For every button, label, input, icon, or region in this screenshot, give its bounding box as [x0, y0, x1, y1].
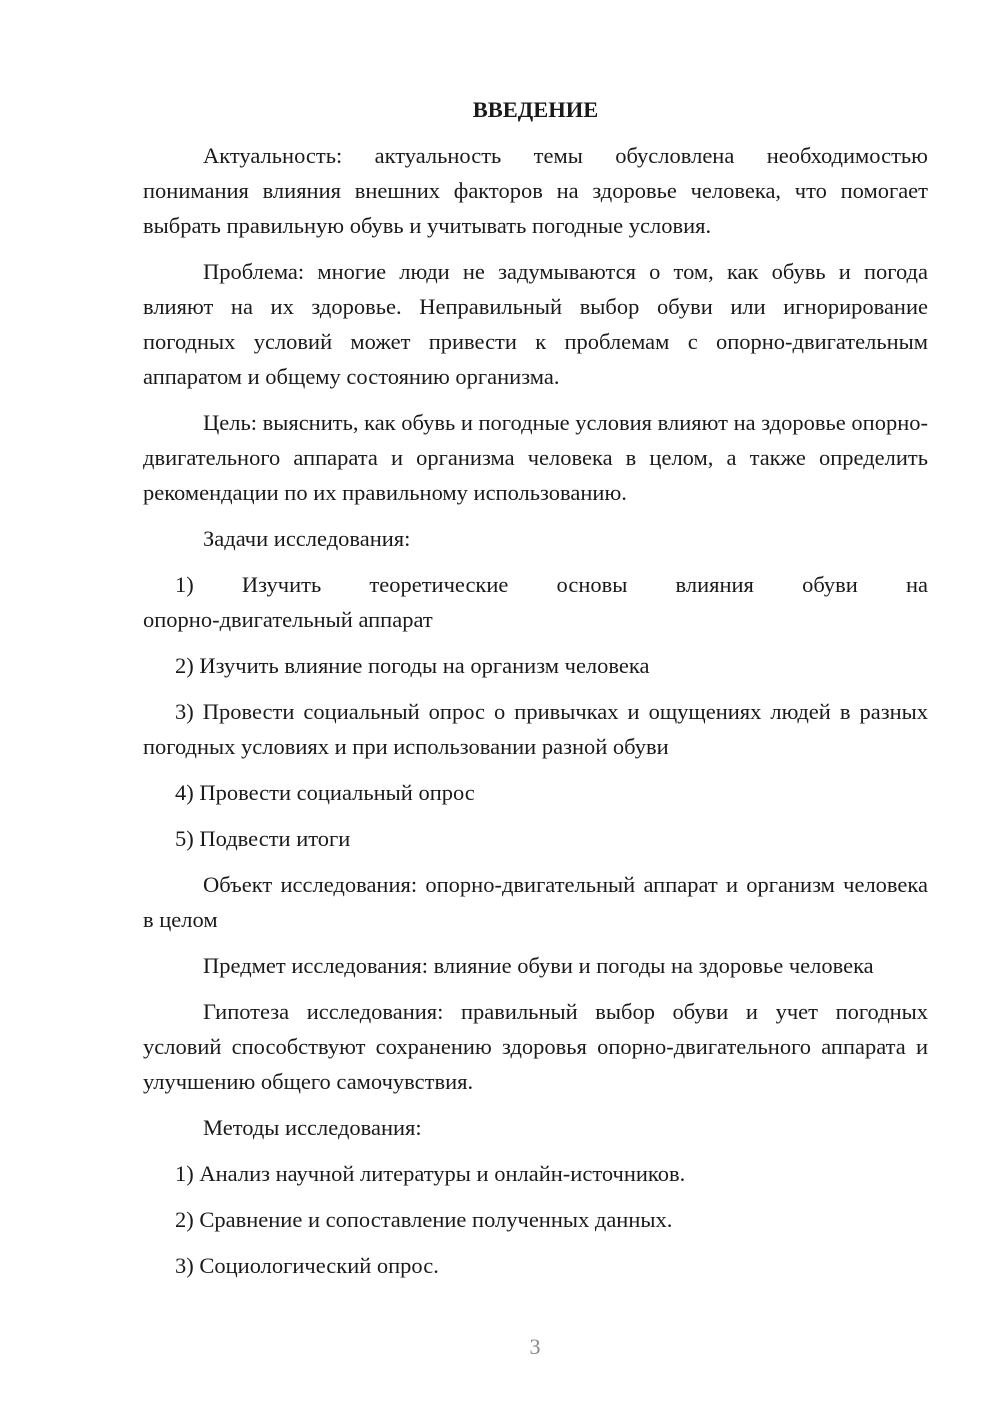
task-1-second-line: опорно-двигательный аппарат [143, 607, 433, 632]
page-number: 3 [529, 1334, 541, 1359]
task-5: 5) Подвести итоги [175, 826, 351, 851]
task-2: 2) Изучить влияние погоды на организм человека [175, 653, 650, 678]
hypothesis-paragraph: Гипотеза исследования: правильный выбор обуви и учет погодных условий способствуют сохранению здоровья опорно-двигательного аппарата и улучшению общего самочувствия. [143, 999, 928, 1094]
task-1 [143, 567, 928, 637]
task-1-word: влияния [675, 572, 754, 597]
object-paragraph: Объект исследования: опорно-двигательный аппарат и организм человека в целом [143, 872, 928, 932]
task-1-word: 1) [175, 572, 194, 597]
task-1-first-line [143, 567, 928, 602]
relevance-paragraph: Актуальность: актуальность темы обусловлена необходимостью понимания влияния внешних факторов на здоровье человека, что помогает выбрать правильную обувь и учитывать погодные условия. [143, 143, 928, 238]
document-page [143, 92, 928, 1294]
problem-paragraph: Проблема: многие люди не задумываются о том, как обувь и погода влияют на их здоровье. Неправильный выбор обуви или игнорирование погодных условий может привести к проблемам с опорно-двигательным аппаратом и общему состоянию организма. [143, 259, 928, 389]
methods-title: Методы исследования: [203, 1115, 422, 1140]
task-1-word: обуви [802, 572, 858, 597]
method-3: 3) Социологический опрос. [175, 1253, 439, 1278]
task-1-word: Изучить [241, 572, 322, 597]
subject-paragraph: Предмет исследования: влияние обуви и погоды на здоровье человека [203, 953, 874, 978]
task-1-word: на [905, 572, 928, 597]
task-1-word: теоретические [369, 572, 509, 597]
method-2: 2) Сравнение и сопоставление полученных данных. [175, 1207, 673, 1232]
task-3: 3) Провести социальный опрос о привычках и ощущениях людей в разных погодных условиях и при использовании разной обуви [143, 699, 928, 759]
task-4: 4) Провести социальный опрос [175, 780, 475, 805]
task-1-word: основы [556, 572, 628, 597]
method-1: 1) Анализ научной литературы и онлайн-источников. [175, 1161, 686, 1186]
page-title: ВВЕДЕНИЕ [472, 97, 599, 122]
goal-paragraph: Цель: выяснить, как обувь и погодные условия влияют на здоровье опорно-двигательного аппарата и организма человека в целом, а также определить рекомендации по их правильному использованию. [143, 410, 928, 505]
tasks-title: Задачи исследования: [203, 526, 411, 551]
